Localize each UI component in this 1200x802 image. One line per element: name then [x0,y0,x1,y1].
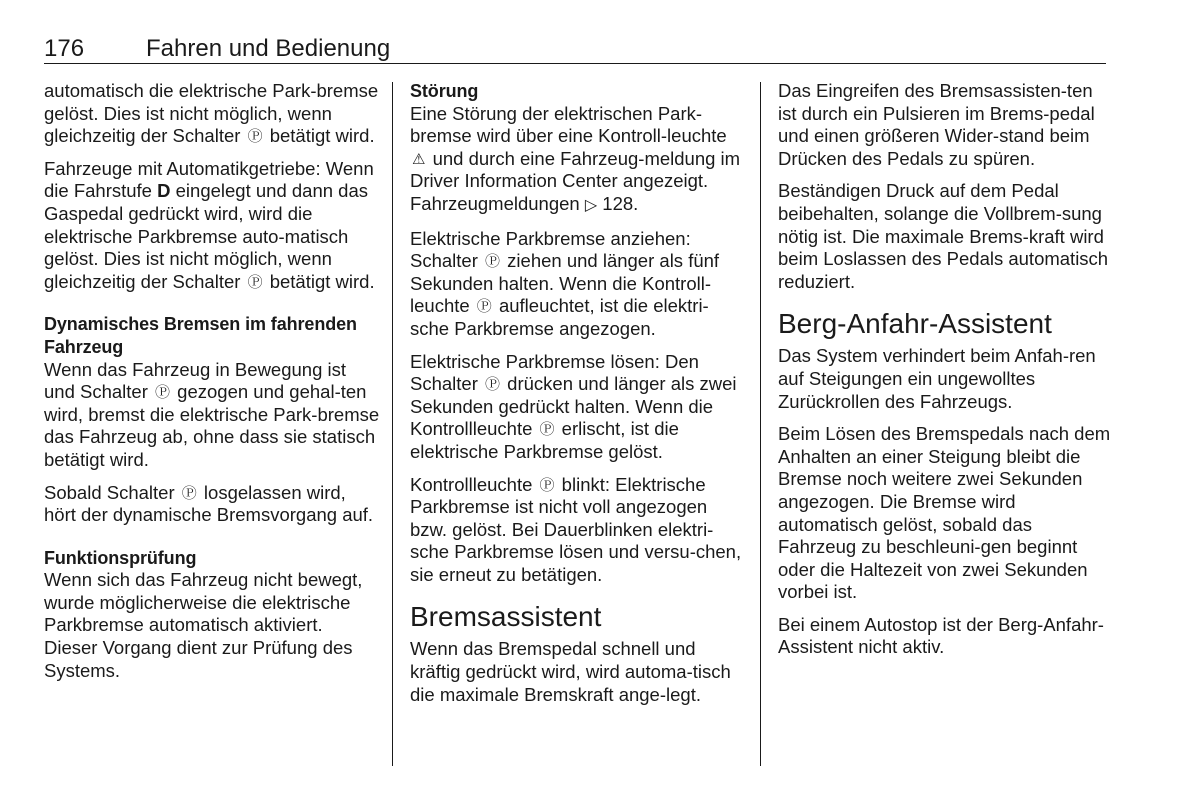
parking-brake-switch-icon: Ⓟ [247,128,263,146]
parking-brake-warning-icon: ⚠ [412,150,426,168]
subheading-malfunction: Störung [410,81,479,101]
text: betätigt wird. [264,125,375,147]
paragraph [410,474,746,587]
text: Kontrollleuchte [410,473,538,495]
paragraph: Das Eingreifen des Bremsassisten-ten ist durch ein Pulsieren im Brems-pedal und einen größeren Wider-stand beim Drücken des Pedals zu spüren. [778,80,1095,169]
text: eingelegt und dann das Gaspedal gedrückt wird, wird die elektrische Parkbremse auto-matisch gelöst. Dies ist nicht möglich, wenn gleichzeitig der Schalter [44,180,369,292]
text: automatisch die elektrische Park-bremse gelöst. Dies ist nicht möglich, wenn gleichzeitig der Schalter [44,80,379,147]
text: drücken und länger als zwei Sekunden gedrückt halten. Wenn die Kontrollleuchte [410,373,737,440]
paragraph: Beim Lösen des Bremspedals nach dem Anhalten an einer Steigung bleibt die Bremse noch weitere zwei Sekunden angezogen. Die Bremse wird automatisch gelöst, sobald das Fahrzeug zu beschleuni-gen beginnt oder die Haltezeit von zwei Sekunden vorbei ist. [778,423,1111,603]
page-reference: 128. [597,192,639,214]
paragraph: Wenn sich das Fahrzeug nicht bewegt, wurde möglicherweise die elektrische Parkbremse automatisch aktiviert. Dieser Vorgang dient zur Prüfung des Systems. [44,569,363,681]
chapter-title: Fahren und Bedienung [146,35,391,62]
paragraph [44,482,380,527]
paragraph [44,359,380,472]
text: aufleuchtet, ist die elektri-sche Parkbremse angezogen. [410,295,709,339]
parking-brake-switch-icon: Ⓟ [476,298,492,316]
text: erlischt, ist die elektrische Parkbremse gelöst. [410,418,679,462]
paragraph [410,351,746,464]
paragraph [410,103,746,218]
parking-brake-switch-icon: Ⓟ [155,384,171,402]
section-title-hill-start-assist: Berg-Anfahr-Assistent [778,308,1052,340]
text: gezogen und gehal-ten wird, bremst die elektrische Park-bremse das Fahrzeug ab, ohne dass sie statisch betätigt wird. [44,381,380,470]
paragraph: Das System verhindert beim Anfah-ren auf Steigungen ein ungewolltes Zurückrollen des Fahrzeugs. [778,345,1096,412]
section-title-brake-assist: Bremsassistent [410,601,602,633]
parking-brake-switch-icon: Ⓟ [539,421,555,439]
parking-brake-switch-icon: Ⓟ [485,376,501,394]
paragraph [410,228,746,341]
column-left [44,80,380,692]
header-rule [44,63,1106,64]
parking-brake-switch-icon: Ⓟ [247,273,263,291]
page-number: 176 [44,35,85,62]
text: ziehen und länger als fünf Sekunden halten. Wenn die Kontroll-leuchte [410,250,720,317]
paragraph [44,158,380,294]
text: losgelassen wird, hört der dynamische Bremsvorgang auf. [44,481,374,526]
page-header [44,34,1106,64]
column-divider [392,82,393,766]
column-right [778,80,1114,669]
paragraph [44,80,380,148]
paragraph: Wenn das Bremspedal schnell und kräftig gedrückt wird, wird automa-tisch die maximale Bremskraft ange-legt. [410,638,731,705]
text: Sobald Schalter [44,481,180,503]
paragraph: Beständigen Druck auf dem Pedal beibehalten, solange die Vollbrem-sung nötig ist. Die maximale Brems-kraft wird beim Loslassen des Pedals automatisch reduziert. [778,180,1109,292]
text: und durch eine Fahrzeug-meldung im Driver Information Center angezeigt. Fahrzeugmeldungen [410,147,741,214]
text: Fahrzeuge mit Automatikgetriebe: Wenn die Fahrstufe [44,157,374,202]
subheading-dynamic-braking: Dynamisches Bremsen im fahrenden Fahrzeug [44,314,357,357]
column-middle [410,80,746,716]
text: Wenn das Fahrzeug in Bewegung ist und Schalter [44,358,347,403]
parking-brake-switch-icon: Ⓟ [181,484,197,502]
subheading-function-check: Funktionsprüfung [44,547,197,568]
text: Elektrische Parkbremse lösen: Den Schalter [410,350,699,395]
text: blinkt: Elektrische Parkbremse ist nicht voll angezogen bzw. gelöst. Bei Dauerblinken elektri-sche Parkbremse lösen und versu-chen, sie erneut zu betätigen. [410,473,742,585]
gear-position-d: D [157,180,171,202]
text: Elektrische Parkbremse anziehen: Schalter [410,227,691,272]
paragraph: Bei einem Autostop ist der Berg-Anfahr-Assistent nicht aktiv. [778,613,1104,658]
text: Eine Störung der elektrischen Park-bremse wird über eine Kontroll-leuchte [410,102,727,147]
text: betätigt wird. [264,270,375,292]
parking-brake-switch-icon: Ⓟ [485,253,501,271]
page-reference-arrow-icon: ▷ [584,196,598,214]
column-divider [760,82,761,766]
parking-brake-switch-icon: Ⓟ [539,476,555,494]
